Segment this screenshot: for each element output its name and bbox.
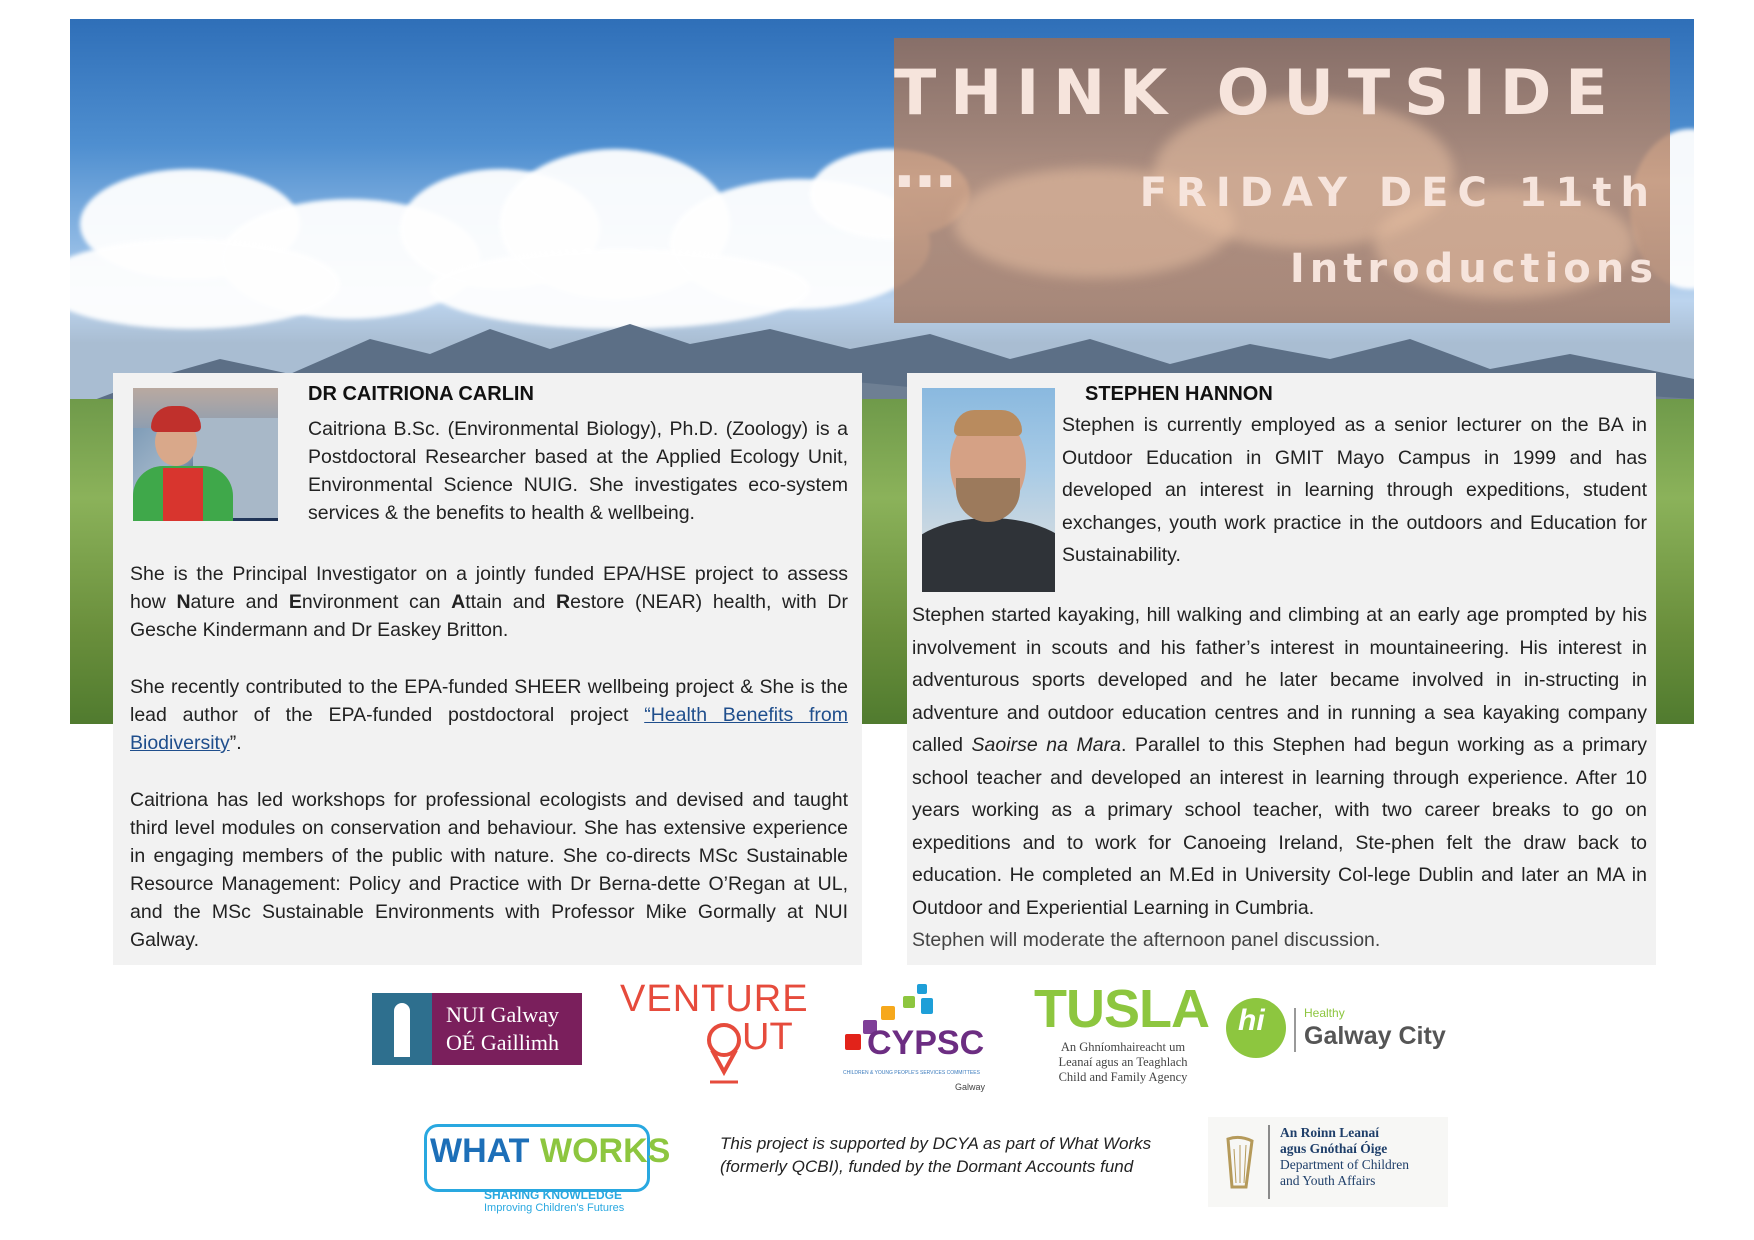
carlin-paragraph-3: She recently contributed to the EPA-funded SHEER wellbeing project & She is the lead author of the EPA-funded postdoctoral project “Health Benefits from Biodiversity”. <box>130 676 849 754</box>
banner-date: FRIDAY DEC 11th <box>1139 170 1658 216</box>
carlin-paragraph-4: Caitriona has led workshops for professional ecologists and devised and taught third level modules on conservation and behaviour. She has extensive experience in engaging members of the public with nature. She co-directs MSc Sustainable Resource Management: Policy and Practice with Dr Berna-dette O’Regan at UL, and the MSc Sustainable Environments with Professor Mike Gormally at NUI Galway. <box>130 789 848 951</box>
carlin-intro: Caitriona B.Sc. (Environmental Biology), Ph.D. (Zoology) is a Postdoctoral Researcher based at the Applied Ecology Unit, Environmental Science NUIG. She investigates eco-system services & the benefits to health & wellbeing. <box>308 418 848 524</box>
hannon-paragraph-2: Stephen started kayaking, hill walking and climbing at an early age prompted by his involvement in scouts and his father’s interest in mountaineering. His interest in adventurous sports developed and he later became involved in in-structing in adventure and outdoor education centres and in running a sea kayaking company called Saoirse na Mara. Parallel to this Stephen had begun working as a primary school teacher and developed an interest in learning through experience. After 10 years working as a primary school teacher, with two career breaks to go on expeditions and to work for Canoeing Ireland, Ste-phen felt the draw back to education. He completed an M.Ed in University Col-lege Dublin and later an MA in Outdoor and Experiential Learning in Cumbria. Stephen will moderate the afternoon panel discussion. <box>912 604 1647 951</box>
what-works-logo: WHAT WORKS SHARING KNOWLEDGE Improving Children's Futures <box>424 1110 644 1218</box>
speaker-name-carlin: DR CAITRIONA CARLIN <box>308 383 534 405</box>
banner-title: THINK OUTSIDE … <box>894 56 1622 202</box>
venture-out-logo: VENTURE UT <box>620 978 800 1086</box>
carlin-paragraph-2: She is the Principal Investigator on a jointly funded EPA/HSE project to assess how Nature and Environment can Attain and Restore (NEAR) health, with Dr Gesche Kindermann and Dr Easkey Britton. <box>130 563 848 641</box>
funding-note: This project is supported by DCYA as part of What Works (formerly QCBI), funded by the Dormant Accounts fund <box>720 1134 1152 1176</box>
health-benefits-link[interactable]: “Health Benefits from Biodiversity <box>130 704 849 754</box>
nui-galway-logo: NUI Galway OÉ Gaillimh <box>372 993 582 1065</box>
hannon-photo <box>922 388 1055 592</box>
tusla-logo: TUSLA An Ghníomhaireacht um Leanaí agus an Teaghlach Child and Family Agency <box>1034 979 1209 1084</box>
dcya-logo: An Roinn Leanaí agus Gnóthaí Óige Department of Children and Youth Affairs <box>1208 1117 1448 1207</box>
healthy-galway-city-logo: hi Healthy Galway City <box>1226 998 1446 1064</box>
title-banner <box>894 38 1670 323</box>
carlin-photo <box>133 388 278 521</box>
hannon-intro: Stephen is currently employed as a senior lecturer on the BA in Outdoor Education in GMIT Mayo Campus in 1999 and has developed an interest in learning through expeditions, student exchanges, youth work practice in the outdoors and Education for Sustainability. <box>1062 414 1647 566</box>
cypsc-logo: CYPSC CHILDREN & YOUNG PEOPLE'S SERVICES COMMITTEES Galway <box>843 982 993 1100</box>
speaker-name-hannon: STEPHEN HANNON <box>1085 383 1273 405</box>
banner-subtitle: Introductions <box>1289 246 1658 292</box>
speaker-panel-carlin <box>113 373 862 965</box>
speaker-panel-hannon <box>907 373 1656 965</box>
harp-icon <box>1222 1135 1258 1191</box>
